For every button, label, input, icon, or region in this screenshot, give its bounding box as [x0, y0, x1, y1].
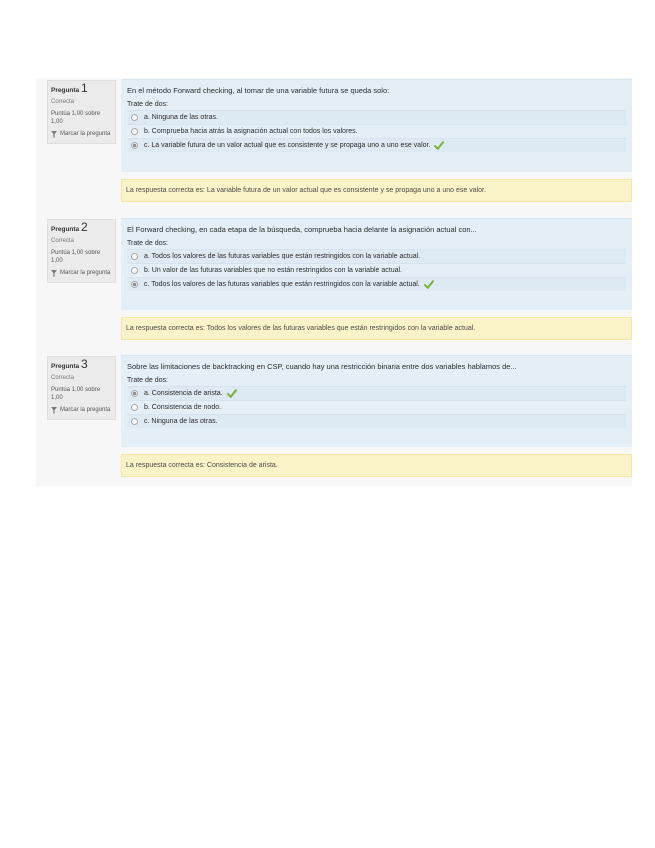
question-info — [47, 219, 116, 283]
answer-option[interactable] — [127, 249, 626, 263]
answer-option[interactable] — [127, 386, 626, 400]
question-number — [51, 220, 112, 234]
flag-question-link[interactable] — [51, 269, 112, 277]
answer-option[interactable] — [127, 124, 626, 138]
answer-option[interactable] — [127, 400, 626, 414]
answer-prompt: Trate de dos: — [127, 101, 168, 108]
answer-label: b. Un valor de las futuras variables que no están restringidos con la variable actual. — [144, 267, 402, 274]
radio-button[interactable] — [131, 128, 138, 135]
flag-question-label[interactable]: Marcar la pregunta — [60, 131, 111, 137]
flag-icon[interactable] — [51, 270, 57, 277]
flag-icon[interactable] — [51, 131, 57, 138]
answer-label: b. Consistencia de nodo. — [144, 404, 222, 411]
answer-label: c. La variable futura de un valor actual que es consistente y se propaga uno a uno ese valor. — [144, 142, 431, 149]
answer-label: c. Ninguna de las otras. — [144, 418, 218, 425]
flag-question-link[interactable] — [51, 130, 112, 138]
answer-prompt: Trate de dos: — [127, 377, 168, 384]
radio-button-checked[interactable] — [131, 281, 138, 288]
question-grade: Puntúa 1,00 sobre 1,00 — [51, 387, 101, 401]
question-state: Correcta — [51, 238, 75, 244]
question-info — [47, 356, 116, 420]
question-text: Sobre las limitaciones de backtracking en CSP, cuando hay una restricción binaria entre dos variables hablamos de... — [127, 362, 517, 371]
quiz-review-page — [36, 78, 632, 486]
question-info — [47, 80, 116, 144]
question-number — [51, 357, 112, 371]
answer-feedback: La respuesta correcta es: La variable futura de un valor actual que es consistente y se propaga uno a uno ese valor. — [121, 179, 632, 202]
answer-prompt: Trate de dos: — [127, 240, 168, 247]
question-formulation — [121, 79, 632, 172]
question-grade: Puntúa 1,00 sobre 1,00 — [51, 250, 101, 264]
question-number-value: 1 — [80, 81, 88, 95]
answer-label: a. Ninguna de las otras. — [144, 114, 218, 121]
question-grade: Puntúa 1,00 sobre 1,00 — [51, 111, 101, 125]
answer-label: b. Comprueba hacia atrás la asignación actual con todos los valores. — [144, 128, 358, 135]
answer-list — [127, 249, 626, 291]
correct-check-icon — [434, 141, 444, 150]
answer-list — [127, 386, 626, 428]
answer-feedback: La respuesta correcta es: Todos los valores de las futuras variables que están restringidos con la variable actual. — [121, 317, 632, 340]
flag-question-label[interactable]: Marcar la pregunta — [60, 407, 111, 413]
answer-list — [127, 110, 626, 152]
radio-button[interactable] — [131, 253, 138, 260]
radio-button[interactable] — [131, 114, 138, 121]
question-number-label: Pregunta — [51, 226, 80, 233]
flag-question-link[interactable] — [51, 406, 112, 414]
answer-option[interactable] — [127, 138, 626, 152]
question-state: Correcta — [51, 99, 75, 105]
correct-check-icon — [424, 280, 434, 289]
answer-label: a. Consistencia de arista. — [144, 390, 223, 397]
answer-option[interactable] — [127, 277, 626, 291]
answer-feedback: La respuesta correcta es: Consistencia de arista. — [121, 454, 632, 477]
flag-icon[interactable] — [51, 407, 57, 414]
question-formulation — [121, 218, 632, 310]
flag-question-label[interactable]: Marcar la pregunta — [60, 270, 111, 276]
question-number-value: 3 — [80, 357, 88, 371]
radio-button-checked[interactable] — [131, 142, 138, 149]
radio-button[interactable] — [131, 404, 138, 411]
question-number-value: 2 — [80, 220, 88, 234]
question-text: El Forward checking, en cada etapa de la búsqueda, comprueba hacia delante la asignación actual con... — [127, 225, 477, 234]
answer-option[interactable] — [127, 414, 626, 428]
answer-option[interactable] — [127, 110, 626, 124]
radio-button-checked[interactable] — [131, 390, 138, 397]
radio-button[interactable] — [131, 267, 138, 274]
question-number-label: Pregunta — [51, 87, 80, 94]
question-state: Correcta — [51, 375, 75, 381]
question-number — [51, 81, 112, 95]
correct-check-icon — [227, 389, 237, 398]
radio-button[interactable] — [131, 418, 138, 425]
answer-label: c. Todos los valores de las futuras variables que están restringidos con la variable actual. — [144, 281, 420, 288]
question-number-label: Pregunta — [51, 363, 80, 370]
answer-label: a. Todos los valores de las futuras variables que están restringidos con la variable actual. — [144, 253, 421, 260]
answer-option[interactable] — [127, 263, 626, 277]
question-text: En el método Forward checking, al tomar de una variable futura se queda solo: — [127, 86, 390, 95]
question-formulation — [121, 355, 632, 447]
